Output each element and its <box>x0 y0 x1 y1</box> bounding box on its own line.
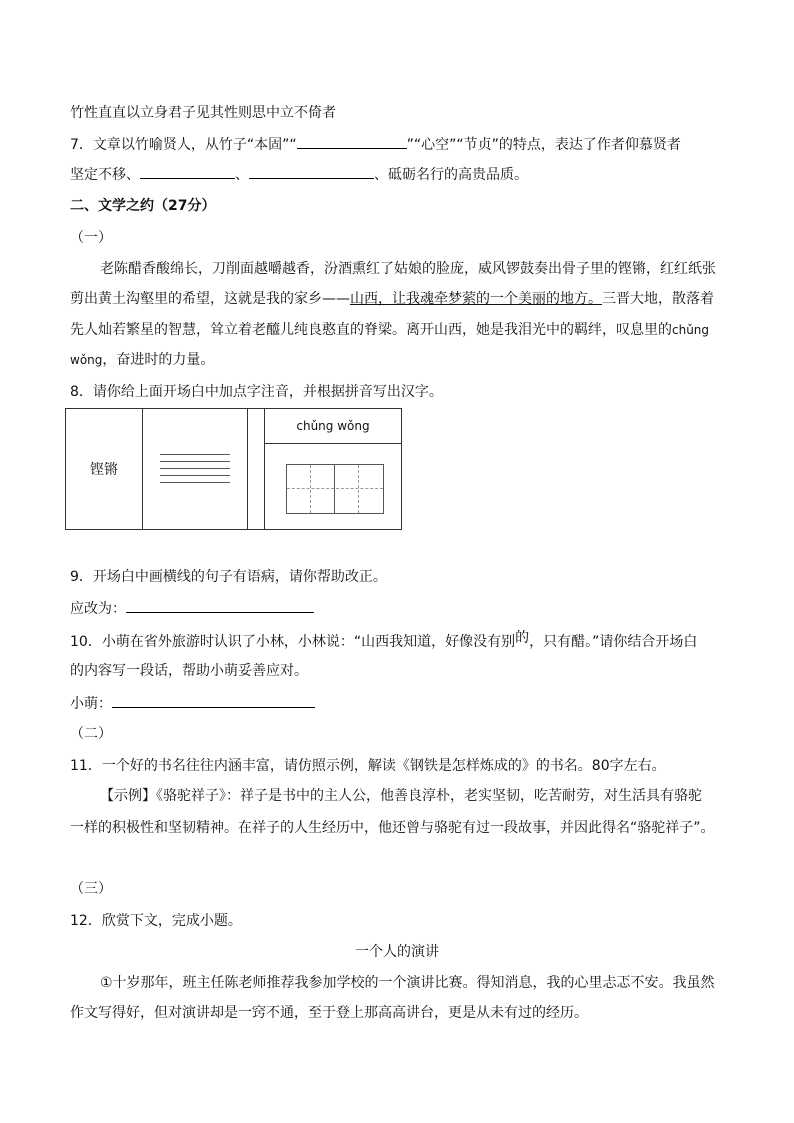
article-line-1: ①十岁那年，班主任陈老师推荐我参加学校的一个演讲比赛。得知消息，我的心里忐忑不安。我虽然 <box>100 975 715 991</box>
q8-spacer-cell <box>248 409 265 530</box>
article-line-2: 作文写得好，但对演讲却是一窍不通，至于登上那高高讲台，更是从未有过的经历。 <box>70 1005 588 1021</box>
passage-text: ，奋进时的力量。 <box>102 352 215 368</box>
question-12: 12．欣赏下文，完成小题。 <box>70 913 242 929</box>
q10-dotted-char: 的 <box>515 630 530 646</box>
q9-answer <box>70 598 314 619</box>
passage-line-1: 老陈醋香酸绵长，刀削面越嚼越香，汾酒熏红了姑娘的脸庞，威风锣鼓奏出骨子里的铿锵，红红纸张 <box>100 261 716 277</box>
part-3-heading: （三） <box>70 881 112 897</box>
question-10-line1 <box>70 632 697 652</box>
q7-blank-2[interactable] <box>140 164 235 179</box>
q7-text-a: 7．文章以竹喻贤人，从竹子“本固”“ <box>70 137 297 153</box>
question-10-line2: 的内容写一段话，帮助小萌妥善应对。 <box>70 663 308 679</box>
grid-guide <box>358 465 359 513</box>
writing-line <box>160 461 230 462</box>
q10-answer <box>70 693 315 714</box>
passage-last-line: 竹性直直以立身君子见其性则思中立不倚者 <box>70 105 336 121</box>
article-title: 一个人的演讲 <box>355 944 439 960</box>
q8-pinyin-answer-cell[interactable] <box>143 409 248 530</box>
question-8: 8．请你给上面开场白中加点字注音，并根据拼音写出汉字。 <box>70 384 443 400</box>
q9-answer-blank[interactable] <box>126 598 314 613</box>
passage-text: 剪出黄土沟壑里的希望，这就是我的家乡—— <box>70 291 350 307</box>
pinyin-1: chǔng <box>672 323 710 337</box>
q11-example-line-1: 【示例】《骆驼祥子》：祥子是书中的主人公，他善良淳朴，老实坚韧，吃苦耐劳，对生活具有骆驼 <box>100 788 702 804</box>
passage-text: 三晋大地，散落着 <box>602 291 714 307</box>
q7-text-d: 、砥砺名行的高贵品质。 <box>374 167 528 183</box>
question-11: 11．一个好的书名往往内涵丰富，请仿照示例，解读《钢铁是怎样炼成的》的书名。80字左右。 <box>70 758 666 774</box>
tianzige-grid[interactable] <box>286 464 384 514</box>
q8-pinyin-cell <box>265 409 402 444</box>
q9-answer-label: 应改为： <box>70 601 126 617</box>
part-1-heading: （一） <box>70 230 112 246</box>
passage-text: 先人灿若繁星的智慧，耸立着老醯儿纯良憨直的脊梁。离开山西，她是我泪光中的羁绊，叹息里的 <box>70 322 672 338</box>
q10-answer-label: 小萌： <box>70 696 112 712</box>
grid-divider <box>334 465 335 513</box>
writing-line <box>160 468 230 469</box>
q10-text: ，只有醋。”请你结合开场白 <box>529 634 698 650</box>
q7-blank-3[interactable] <box>249 164 374 179</box>
underlined-sentence: 山西，让我魂牵梦萦的一个美丽的地方。 <box>350 291 602 307</box>
question-9: 9．开场白中画横线的句子有语病，请你帮助改正。 <box>70 569 387 585</box>
passage-line-3 <box>70 320 709 340</box>
q8-pinyin: chǔng wǒng <box>296 419 370 434</box>
q7-text-c: 坚定不移、 <box>70 167 140 183</box>
q7-blank-1[interactable] <box>297 134 407 149</box>
q11-example-line-2: 一样的积极性和坚韧精神。在祥子的人生经历中，他还曾与骆驼有过一段故事，并因此得名“骆驼祥子”。 <box>70 820 715 836</box>
writing-line <box>160 475 230 476</box>
q10-text: 10．小萌在省外旅游时认识了小林，小林说：“山西我知道，好像没有别 <box>70 634 516 650</box>
q7-text-b: ”“心空”“节贞”的特点，表达了作者仰慕贤者 <box>406 137 681 153</box>
q8-word-cell <box>66 409 143 530</box>
q8-word: 铿锵 <box>90 462 118 478</box>
passage-line-4 <box>70 350 214 370</box>
section-title: 二、文学之约（27分） <box>70 198 216 214</box>
passage-line-2 <box>70 289 714 309</box>
question-7 <box>70 134 681 155</box>
pinyin-2: wǒng <box>70 353 103 367</box>
part-2-heading: （二） <box>70 726 112 742</box>
q10-answer-blank[interactable] <box>112 693 315 708</box>
grid-guide <box>287 488 383 489</box>
writing-line <box>160 482 230 483</box>
q7-sep: 、 <box>235 167 249 183</box>
grid-guide <box>310 465 311 513</box>
writing-line <box>160 454 230 455</box>
question-7-line2 <box>70 164 528 185</box>
